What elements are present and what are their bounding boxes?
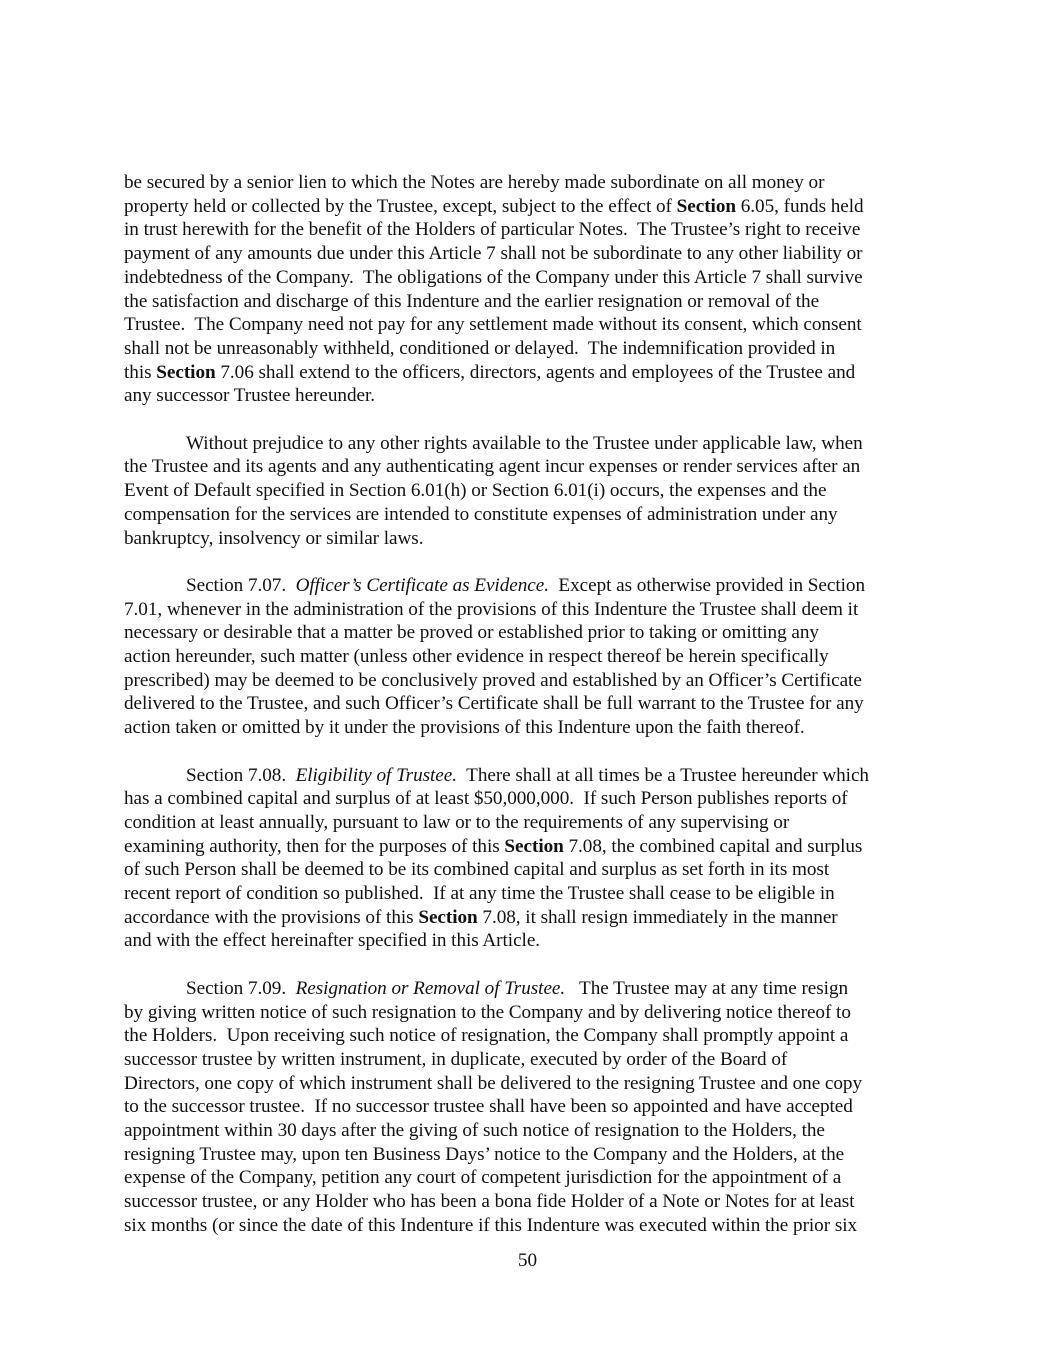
text-line [124,1119,944,1143]
text-run: bankruptcy, insolvency or similar laws. [124,527,424,549]
paragraph-section-7-09 [124,977,944,1238]
text-line [124,218,944,242]
text-line [124,906,944,930]
text-run: recent report of condition so published. If at any time the Trustee shall cease to be eligible in [124,883,835,905]
text-run: of such Person shall be deemed to be its combined capital and surplus as set forth in its most [124,859,830,881]
text-run: successor trustee by written instrument, in duplicate, executed by order of the Board of [124,1048,788,1070]
text-run: by giving written notice of such resignation to the Company and by delivering notice thereof to [124,1001,851,1023]
section-heading-title: Eligibility of Trustee. [295,764,457,786]
text-run: 7.01, whenever in the administration of the provisions of this Indenture the Trustee shall deem it [124,598,859,620]
text-line [124,858,944,882]
text-line [124,1166,944,1190]
text-run: the Trustee and its agents and any authenticating agent incur expenses or render services after an [124,456,861,478]
text-line [124,977,944,1001]
text-run: any successor Trustee hereunder. [124,385,375,407]
paragraph-section-7-07 [124,574,944,740]
text-line [124,1048,944,1072]
text-run: appointment within 30 days after the giving of such notice of resignation to the Holders, the [124,1120,825,1142]
paragraph-section-7-08 [124,764,944,954]
text-run: shall not be unreasonably withheld, conditioned or delayed. The indemnification provided in [124,337,836,359]
text-line [124,503,944,527]
text-line [124,266,944,290]
text-line [124,716,944,740]
text-run: Without prejudice to any other rights available to the Trustee under applicable law, when [186,432,863,454]
text-run: Section 7.09. [186,977,296,999]
text-line [124,692,944,716]
text-line [124,171,944,195]
paragraph-bankruptcy-expenses [124,432,944,551]
text-line [124,479,944,503]
text-line [124,1214,944,1238]
text-run: successor trustee, or any Holder who has been a bona fide Holder of a Note or Notes for at least [124,1191,855,1213]
text-line [124,455,944,479]
text-run: delivered to the Trustee, and such Officer’s Certificate shall be full warrant to the Trustee for any [124,693,864,715]
text-run: necessary or desirable that a matter be proved or established prior to taking or omitting any [124,622,819,644]
text-run: There shall at all times be a Trustee hereunder which [457,764,869,786]
text-run: be secured by a senior lien to which the Notes are hereby made subordinate on all money or [124,172,825,193]
page-number: 50 [517,1250,538,1271]
paragraph-continuation [124,171,944,408]
text-line [124,527,944,551]
text-run: action taken or omitted by it under the provisions of this Indenture upon the faith thereof. [124,717,805,739]
text-line [124,621,944,645]
text-run: Section 7.08. [186,764,296,786]
text-line [124,787,944,811]
text-run: 6.05, funds held [735,195,864,217]
text-run: action hereunder, such matter (unless other evidence in respect thereof be herein specifically [124,646,829,668]
text-line [124,1024,944,1048]
document-body [124,171,944,1261]
text-line [124,882,944,906]
text-line [124,290,944,314]
text-line [124,1143,944,1167]
text-line [124,645,944,669]
bold-section-reference: Section [504,835,564,857]
text-line [124,764,944,788]
text-run: property held or collected by the Trustee, except, subject to the effect of [124,195,677,217]
text-run: Except as otherwise provided in Section [548,574,865,596]
text-line [124,195,944,219]
text-line [124,835,944,859]
text-run: The Trustee may at any time resign [565,977,849,999]
text-line [124,811,944,835]
text-line [124,598,944,622]
text-line [124,1190,944,1214]
bold-section-reference: Section [156,361,216,383]
bold-section-reference: Section [676,195,736,217]
text-run: in trust herewith for the benefit of the Holders of particular Notes. The Trustee’s right to receive [124,219,861,241]
text-run: 7.06 shall extend to the officers, directors, agents and employees of the Trustee and [215,361,856,383]
text-run: and with the effect hereinafter specified in this Article. [124,930,541,952]
text-run: this [124,361,157,383]
text-run: Trustee. The Company need not pay for any settlement made without its consent, which consent [124,314,862,336]
text-run: Section 7.07. [186,574,296,596]
text-run: resigning Trustee may, upon ten Business Days’ notice to the Company and the Holders, at the [124,1143,845,1165]
text-run: has a combined capital and surplus of at least $50,000,000. If such Person publishes reports of [124,788,848,810]
text-line [124,384,944,408]
text-run: the satisfaction and discharge of this Indenture and the earlier resignation or removal of the [124,290,820,312]
text-line [124,574,944,598]
text-line [124,1001,944,1025]
text-run: accordance with the provisions of this [124,906,419,928]
text-run: examining authority, then for the purposes of this [124,835,505,857]
text-line [124,1095,944,1119]
text-run: prescribed) may be deemed to be conclusively proved and established by an Officer’s Certificate [124,669,862,691]
text-line [124,337,944,361]
text-run: 7.08, the combined capital and surplus [563,835,863,857]
text-run: the Holders. Upon receiving such notice of resignation, the Company shall promptly appoint a [124,1025,849,1047]
text-run: indebtedness of the Company. The obligations of the Company under this Article 7 shall survive [124,266,863,288]
text-line [124,242,944,266]
text-run: six months (or since the date of this Indenture if this Indenture was executed within the prior six [124,1214,858,1236]
text-run: payment of any amounts due under this Article 7 shall not be subordinate to any other liability or [124,243,863,265]
section-heading-title: Resignation or Removal of Trustee. [295,977,566,999]
text-line [124,669,944,693]
text-line [124,929,944,953]
text-run: to the successor trustee. If no successor trustee shall have been so appointed and have accepted [124,1096,853,1118]
bold-section-reference: Section [418,906,478,928]
text-line [124,1072,944,1096]
text-line [124,432,944,456]
section-heading-title: Officer’s Certificate as Evidence. [295,574,549,596]
text-run: condition at least annually, pursuant to law or to the requirements of any supervising or [124,811,790,833]
text-run: Event of Default specified in Section 6.01(h) or Section 6.01(i) occurs, the expenses and the [124,480,827,502]
text-run: expense of the Company, petition any court of competent jurisdiction for the appointment of a [124,1167,842,1189]
text-line [124,313,944,337]
text-run: 7.08, it shall resign immediately in the manner [477,906,838,928]
text-run: compensation for the services are intended to constitute expenses of administration under any [124,503,838,525]
text-line [124,361,944,385]
text-run: Directors, one copy of which instrument shall be delivered to the resigning Trustee and one copy [124,1072,863,1094]
